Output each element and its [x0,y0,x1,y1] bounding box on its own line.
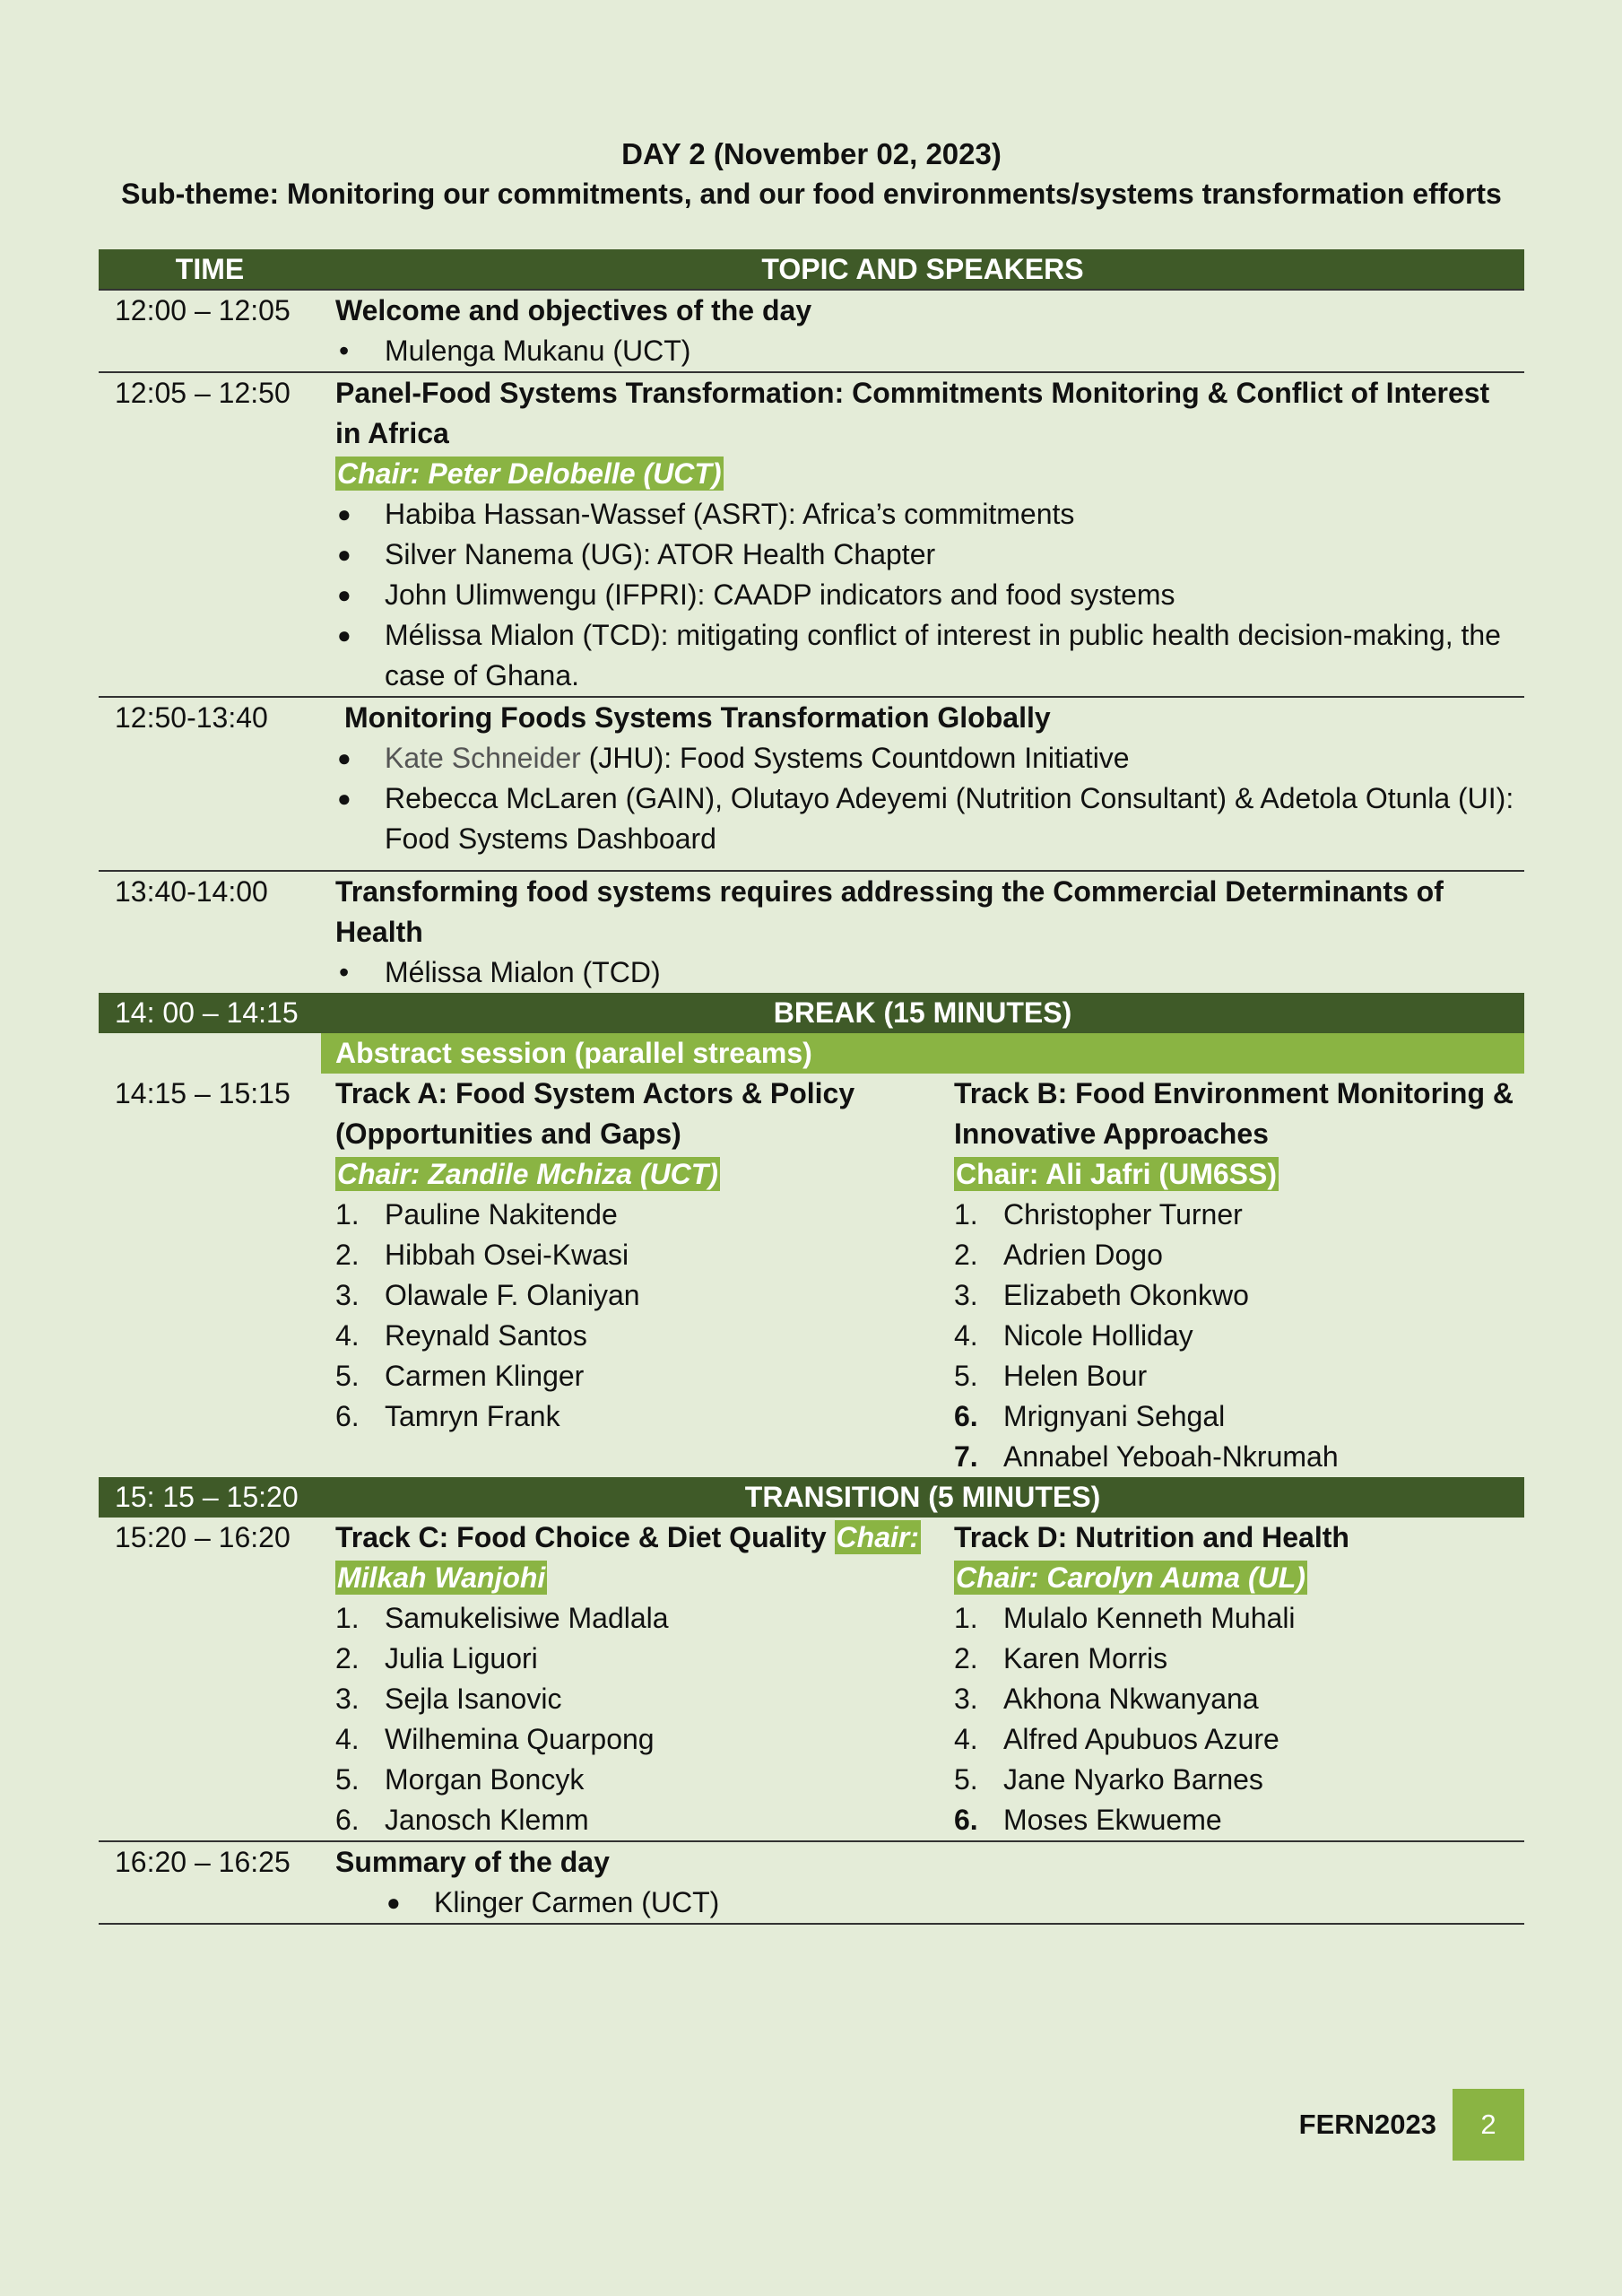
track-a [335,1074,954,1477]
speaker-detail: (JHU): Food Systems Countdown Initiative [580,742,1130,774]
list-item: 7. Annabel Yeboah-Nkrumah [954,1440,1339,1473]
speaker-list [335,331,1519,371]
list-item: 4. Alfred Apubuos Azure [954,1723,1279,1755]
speaker-item: • Mélissa Mialon (TCD) [335,952,1519,993]
chair-badge: Chair: [836,1521,919,1553]
speaker-item: ● Klinger Carmen (UCT) [385,1883,1519,1923]
speaker-item: ● Silver Nanema (UG): ATOR Health Chapter [335,535,1519,575]
table-header [99,249,1524,290]
session-row [99,1518,1524,1841]
presenter-list [335,1598,954,1840]
speaker-list [335,1883,1519,1923]
agenda-page [99,135,1524,1925]
page-footer [1299,2089,1524,2161]
chair-badge: Chair: Carolyn Auma (UL) [956,1561,1305,1594]
list-item: 2. Julia Liguori [335,1642,538,1674]
session-row [99,290,1524,372]
list-item: 5. Helen Bour [954,1360,1148,1392]
list-item: 3. Elizabeth Okonkwo [954,1279,1249,1311]
break-label: BREAK (15 MINUTES) [321,993,1524,1033]
list-item: 2. Hibbah Osei-Kwasi [335,1239,629,1271]
list-item: 6. Mrignyani Sehgal [954,1400,1226,1432]
session-title: Panel-Food Systems Transformation: Commitments Monitoring & Conflict of Interest in Africa [335,377,1490,449]
page-subtitle: Sub-theme: Monitoring our commitments, and our food environments/systems transformation efforts [121,178,1502,210]
page-number: 2 [1453,2089,1524,2161]
list-item: 2. Adrien Dogo [954,1239,1163,1271]
list-item: 5. Morgan Boncyk [335,1763,585,1796]
track-d [954,1518,1519,1840]
list-item: 6. Janosch Klemm [335,1804,589,1836]
speaker-item [335,738,1519,778]
list-item: 2. Karen Morris [954,1642,1168,1674]
speaker-item: • Mulenga Mukanu (UCT) [335,331,1519,371]
track-b [954,1074,1519,1477]
session-time: 15:20 – 16:20 [115,1521,291,1553]
track-title: Track B: Food Environment Monitoring & Innovative Approaches [954,1077,1514,1150]
break-row [99,993,1524,1033]
transition-row [99,1477,1524,1518]
chair-badge: Chair: Ali Jafri (UM6SS) [956,1158,1277,1190]
transition-time: 15: 15 – 15:20 [99,1477,321,1518]
list-item: 1. Mulalo Kenneth Muhali [954,1602,1296,1634]
session-row [99,871,1524,993]
speaker-item: ● Rebecca McLaren (GAIN), Olutayo Adeyemi (Nutrition Consultant) & Adetola Otunla (UI): Food Systems Dashboard [335,778,1519,859]
page-title: DAY 2 (November 02, 2023) [621,137,1002,170]
transition-label: TRANSITION (5 MINUTES) [321,1477,1524,1518]
list-item: 1. Pauline Nakitende [335,1198,618,1231]
list-item: 6. Tamryn Frank [335,1400,560,1432]
list-item: 5. Carmen Klinger [335,1360,585,1392]
session-row [99,1841,1524,1924]
session-title: Summary of the day [335,1846,610,1878]
abstract-session-label: Abstract session (parallel streams) [321,1033,1524,1074]
session-time: 12:05 – 12:50 [99,372,321,697]
session-title: Transforming food systems requires addressing the Commercial Determinants of Health [335,875,1444,948]
session-row [99,372,1524,697]
speaker-list [335,494,1519,696]
list-item: 3. Olawale F. Olaniyan [335,1279,640,1311]
session-time: 14:15 – 15:15 [115,1077,291,1109]
track-title: Track D: Nutrition and Health [954,1521,1349,1553]
session-time: 12:00 – 12:05 [99,290,321,372]
abstract-row [99,1033,1524,1074]
list-item: 3. Sejla Isanovic [335,1683,562,1715]
session-row [99,697,1524,871]
speaker-list [335,738,1519,859]
speaker-list [335,952,1519,993]
session-time: 13:40-14:00 [99,871,321,993]
list-item: 4. Nicole Holliday [954,1319,1193,1352]
list-item: 3. Akhona Nkwanyana [954,1683,1259,1715]
session-row [99,1074,1524,1477]
session-title: Welcome and objectives of the day [335,294,812,326]
session-title: Monitoring Foods Systems Transformation Globally [344,701,1051,734]
track-title: Track C: Food Choice & Diet Quality [335,1521,827,1553]
presenter-list [954,1195,1519,1477]
chair-badge: Chair: Zandile Mchiza (UCT) [337,1158,718,1190]
topic-column-header: TOPIC AND SPEAKERS [321,249,1524,290]
list-item: 4. Wilhemina Quarpong [335,1723,655,1755]
speaker-name: Kate Schneider [385,742,581,774]
session-time: 16:20 – 16:25 [99,1841,321,1924]
break-time: 14: 00 – 14:15 [99,993,321,1033]
chair-name-badge: Milkah Wanjohi [337,1561,546,1594]
list-item: 5. Jane Nyarko Barnes [954,1763,1263,1796]
presenter-list [335,1195,954,1437]
speaker-item: ● Mélissa Mialon (TCD): mitigating conflict of interest in public health decision-making, the case of Ghana. [335,615,1519,696]
list-item: 1. Christopher Turner [954,1198,1243,1231]
time-column-header: TIME [99,249,321,290]
list-item: 1. Samukelisiwe Madlala [335,1602,669,1634]
speaker-item: ● John Ulimwengu (IFPRI): CAADP indicators and food systems [335,575,1519,615]
agenda-table [99,249,1524,1925]
track-c [335,1518,954,1840]
speaker-item: ● Habiba Hassan-Wassef (ASRT): Africa’s commitments [335,494,1519,535]
chair-badge: Chair: Peter Delobelle (UCT) [337,457,722,490]
footer-brand: FERN2023 [1298,2109,1436,2140]
presenter-list [954,1598,1519,1840]
track-title: Track A: Food System Actors & Policy (Opportunities and Gaps) [335,1077,855,1150]
list-item: 4. Reynald Santos [335,1319,587,1352]
session-time: 12:50-13:40 [99,697,321,871]
list-item: 6. Moses Ekwueme [954,1804,1222,1836]
